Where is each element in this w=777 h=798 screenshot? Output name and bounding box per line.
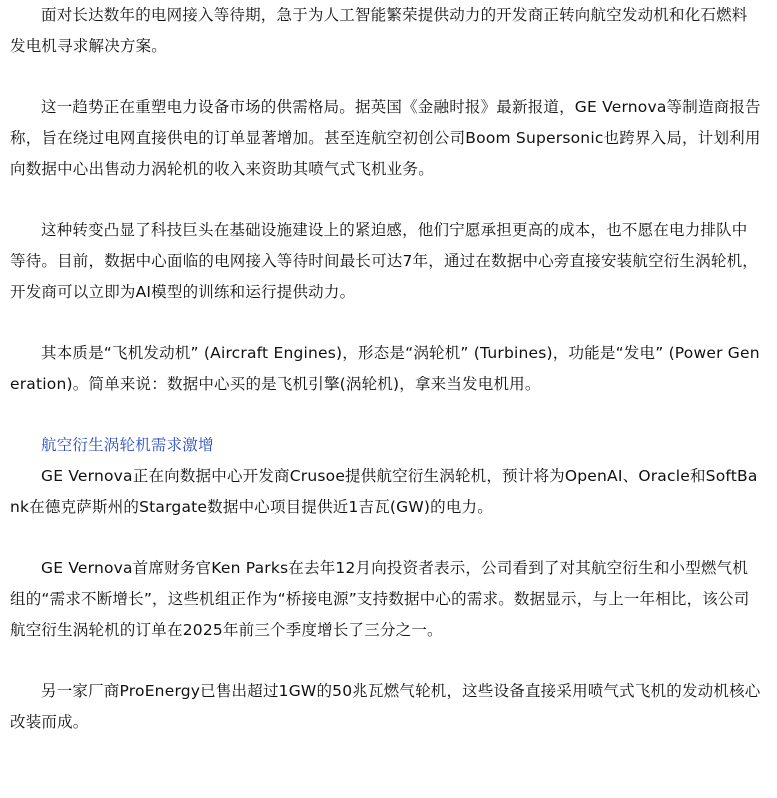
paragraph-crusoe: GE Vernova正在向数据中心开发商Crusoe提供航空衍生涡轮机，预计将为OpenAI、Oracle和SoftBank在德克萨斯州的Stargate数据中心项目提供近1吉瓦(GW)的电力。	[10, 467, 758, 516]
paragraph-urgency: 这种转变凸显了科技巨头在基础设施建设上的紧迫感，他们宁愿承担更高的成本，也不愿在电力排队中等待。目前，数据中心面临的电网接入等待时间最长可达7年，通过在数据中心旁直接安装航空衍生涡轮机，开发商可以立即为AI模型的训练和运行提供动力。	[10, 221, 758, 301]
paragraph-cfo-remarks: GE Vernova首席财务官Ken Parks在去年12月向投资者表示，公司看到了对其航空衍生和小型燃气机组的“需求不断增长”，这些机组正作为“桥接电源”支持数据中心的需求。数据显示，与上一年相比，该公司航空衍生涡轮机的订单在2025年前三个季度增长了三分之一。	[10, 559, 750, 639]
paragraph-proenergy: 另一家厂商ProEnergy已售出超过1GW的50兆瓦燃气轮机，这些设备直接采用喷气式飞机的发动机核心改装而成。	[10, 682, 761, 731]
paragraph-gap	[10, 400, 763, 430]
paragraph-intro: 面对长达数年的电网接入等待期，急于为人工智能繁荣提供动力的开发商正转向航空发动机和化石燃料发电机寻求解决方案。	[10, 6, 748, 55]
paragraph-explanation: 其本质是“飞机发动机” (Aircraft Engines)，形态是“涡轮机” (Turbines)，功能是“发电” (Power Generation)。简单来说：数据中心买的是飞机引擎(涡轮机)，拿来当发电机用。	[10, 344, 760, 393]
paragraph-market-trend: 这一趋势正在重塑电力设备市场的供需格局。据英国《金融时报》最新报道，GE Vernova等制造商报告称，旨在绕过电网直接供电的订单显著增加。甚至连航空初创公司Boom Supersonic也跨界入局，计划利用向数据中心出售动力涡轮机的收入来资助其喷气式飞机业务。	[10, 98, 761, 178]
paragraph-gap	[10, 308, 763, 338]
paragraph-gap	[10, 523, 763, 553]
paragraph-gap	[10, 62, 763, 92]
paragraph-gap	[10, 646, 763, 676]
paragraph-gap	[10, 185, 763, 215]
section-heading: 航空衍生涡轮机需求激增	[41, 436, 214, 454]
